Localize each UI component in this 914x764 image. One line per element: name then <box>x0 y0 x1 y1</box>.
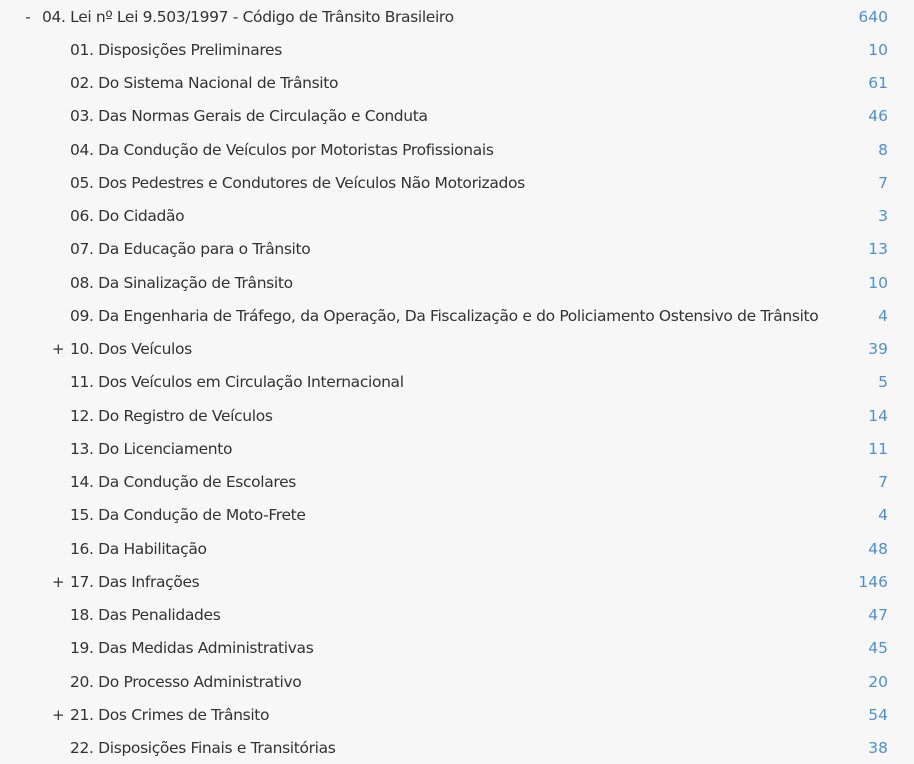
question-count: 11 <box>868 439 888 458</box>
question-count: 48 <box>868 539 888 558</box>
tree-item[interactable] <box>0 133 914 166</box>
tree-item[interactable] <box>0 200 914 233</box>
tree-item-label[interactable]: 08. Da Sinalização de Trânsito <box>70 273 293 292</box>
tree-item[interactable] <box>0 599 914 632</box>
tree-root-item[interactable] <box>0 0 914 33</box>
tree-item-label[interactable]: 13. Do Licenciamento <box>70 439 233 458</box>
tree-item[interactable] <box>0 432 914 465</box>
expand-toggle[interactable]: + <box>52 572 65 591</box>
expand-toggle[interactable]: + <box>52 340 65 358</box>
question-count: 4 <box>878 506 888 525</box>
question-count: 47 <box>868 606 888 624</box>
tree-item-label[interactable]: 16. Da Habilitação <box>70 539 207 558</box>
question-count: 640 <box>858 7 888 26</box>
tree-item-label[interactable]: 05. Dos Pedestres e Condutores de Veículos Não Motorizados <box>70 173 525 192</box>
tree-item-label[interactable]: 10. Dos Veículos <box>70 340 192 358</box>
question-count: 20 <box>868 672 888 691</box>
collapse-toggle[interactable]: - <box>25 7 31 26</box>
question-count: 7 <box>878 173 888 192</box>
question-count: 5 <box>878 373 888 392</box>
tree-item[interactable] <box>0 632 914 665</box>
tree-item-label[interactable]: 04. Da Condução de Veículos por Motoristas Profissionais <box>70 140 494 159</box>
tree-item-label[interactable]: 01. Disposições Preliminares <box>70 40 282 59</box>
tree-item-label[interactable]: 04. Lei nº Lei 9.503/1997 - Código de Trânsito Brasileiro <box>42 7 454 26</box>
question-count: 39 <box>868 340 888 358</box>
tree-item[interactable] <box>0 399 914 432</box>
tree-item-label[interactable]: 06. Do Cidadão <box>70 207 185 225</box>
tree-item[interactable] <box>0 233 914 266</box>
tree-item-label[interactable]: 18. Das Penalidades <box>70 606 221 624</box>
question-count: 10 <box>868 273 888 292</box>
question-count: 4 <box>878 306 888 325</box>
tree-item[interactable] <box>0 732 914 764</box>
tree-item[interactable] <box>0 100 914 133</box>
tree-item[interactable] <box>0 33 914 66</box>
tree-item-label[interactable]: 22. Disposições Finais e Transitórias <box>70 739 336 757</box>
question-count: 38 <box>868 739 888 757</box>
tree-item[interactable] <box>0 565 914 598</box>
question-count: 45 <box>868 639 888 658</box>
tree-item[interactable] <box>0 166 914 199</box>
question-count: 54 <box>868 705 888 724</box>
expand-toggle[interactable]: + <box>52 705 65 724</box>
tree-item-label[interactable]: 12. Do Registro de Veículos <box>70 406 273 425</box>
tree-item-label[interactable]: 07. Da Educação para o Trânsito <box>70 240 311 259</box>
tree-item-label[interactable]: 15. Da Condução de Moto-Frete <box>70 506 306 525</box>
tree-item[interactable] <box>0 299 914 332</box>
question-count: 146 <box>858 572 888 591</box>
tree-item[interactable] <box>0 499 914 532</box>
tree-item[interactable] <box>0 532 914 565</box>
question-count: 13 <box>868 240 888 259</box>
tree-item[interactable] <box>0 665 914 698</box>
tree-item-label[interactable]: 19. Das Medidas Administrativas <box>70 639 314 658</box>
question-count: 10 <box>868 40 888 59</box>
tree-item[interactable] <box>0 67 914 100</box>
tree-item[interactable] <box>0 266 914 299</box>
tree-item-label[interactable]: 17. Das Infrações <box>70 572 200 591</box>
question-count: 14 <box>868 406 888 425</box>
tree-item-label[interactable]: 14. Da Condução de Escolares <box>70 473 296 491</box>
tree-item[interactable] <box>0 466 914 499</box>
question-count: 8 <box>878 140 888 159</box>
tree-item[interactable] <box>0 698 914 731</box>
tree-item-label[interactable]: 11. Dos Veículos em Circulação Internacional <box>70 373 404 392</box>
tree-item[interactable] <box>0 366 914 399</box>
question-count: 46 <box>868 107 888 126</box>
question-count: 7 <box>878 473 888 491</box>
question-count: 3 <box>878 207 888 225</box>
tree-item-label[interactable]: 09. Da Engenharia de Tráfego, da Operação, Da Fiscalização e do Policiamento Ostensivo de Trânsito <box>70 306 819 325</box>
question-count: 61 <box>868 74 888 92</box>
tree-item-label[interactable]: 21. Dos Crimes de Trânsito <box>70 705 270 724</box>
tree-item[interactable] <box>0 333 914 366</box>
tree-item-label[interactable]: 03. Das Normas Gerais de Circulação e Conduta <box>70 107 428 126</box>
tree-item-label[interactable]: 20. Do Processo Administrativo <box>70 672 302 691</box>
tree-item-label[interactable]: 02. Do Sistema Nacional de Trânsito <box>70 74 339 92</box>
